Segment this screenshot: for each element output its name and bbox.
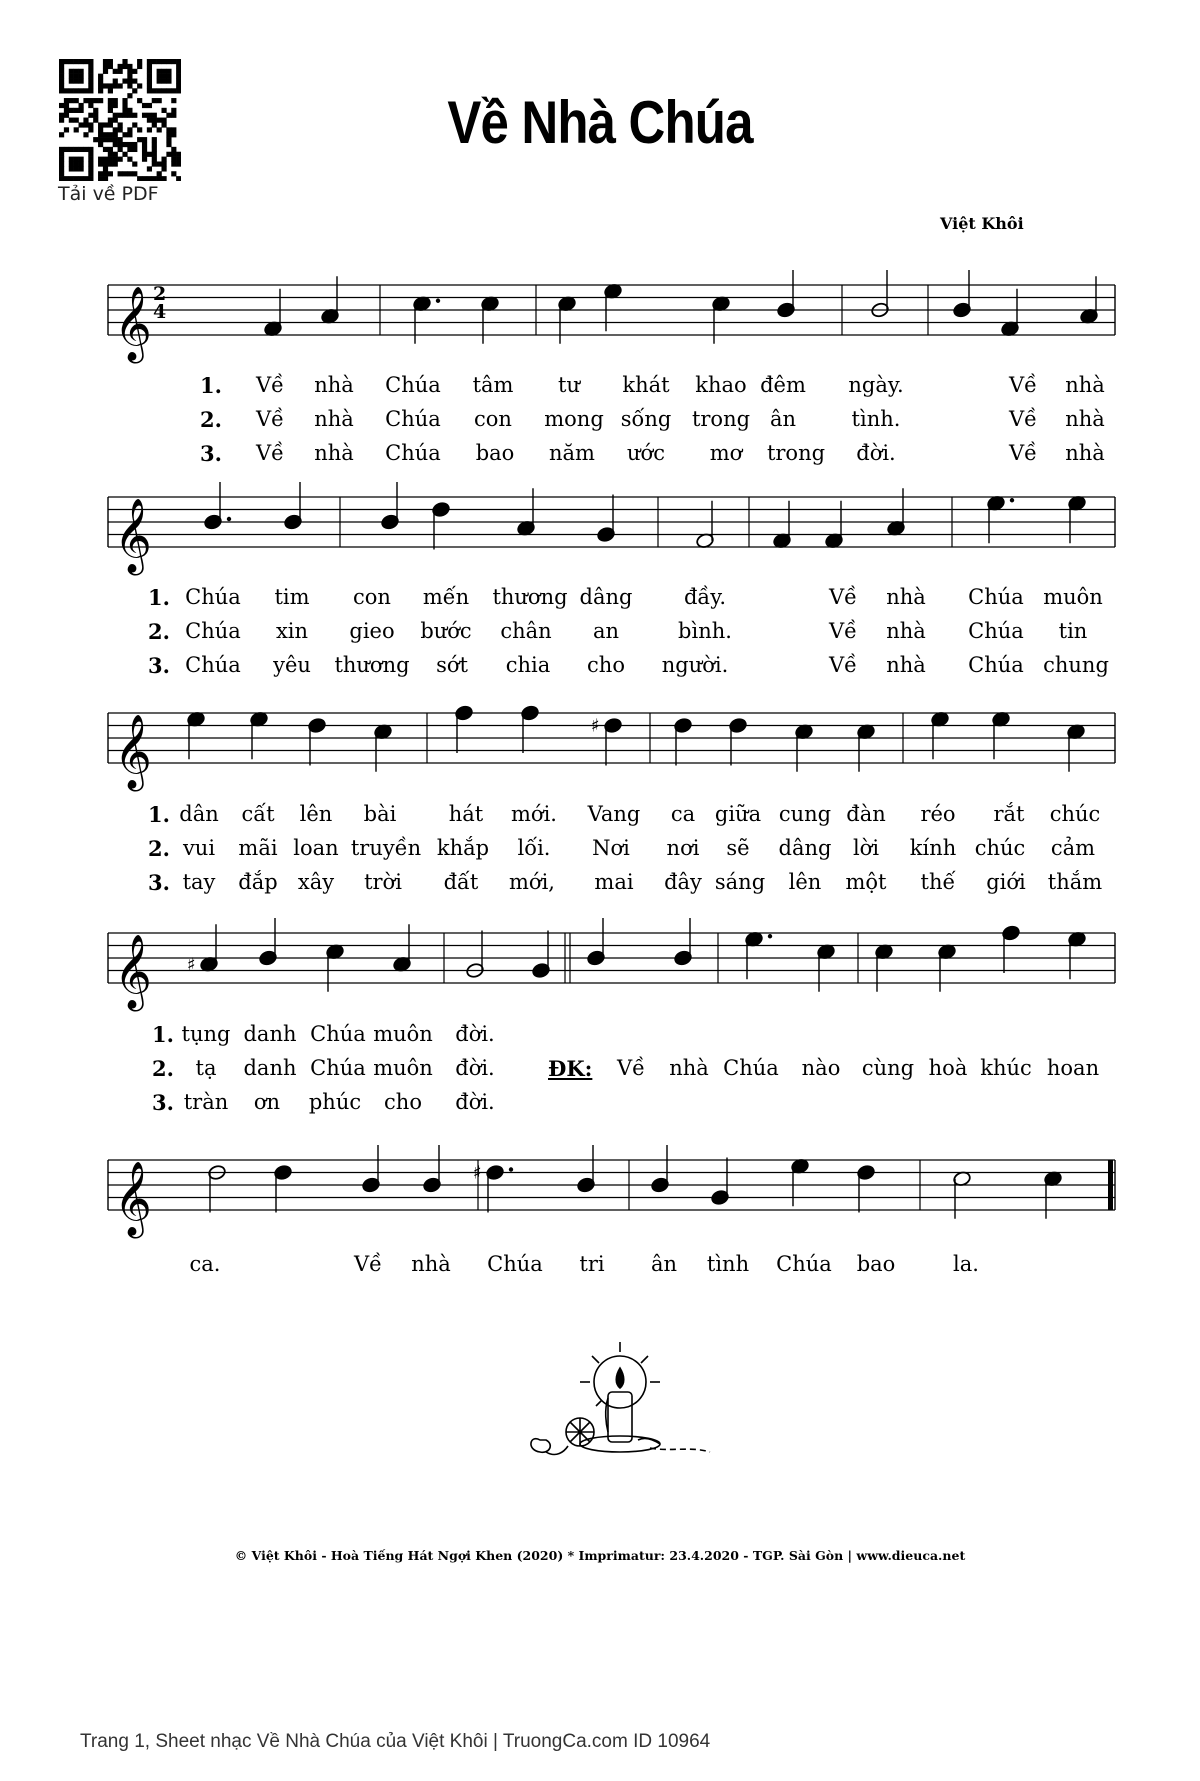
lyrics-s2-v1: 1. Chúa tim con mến thương dâng đầy. Về nhà Chúa muôn: [148, 585, 1103, 610]
dot: [509, 1167, 513, 1171]
lyrics-s1-v2: 2. Về nhà Chúa con mong sống trong ân tình. Về nhà: [200, 407, 1105, 432]
treble-clef-icon: 𝄞: [114, 499, 152, 573]
dot: [227, 517, 231, 521]
dot: [768, 934, 772, 938]
sharp-icon: ♯: [591, 715, 600, 737]
lyrics-s5-refrain: ca. Về nhà Chúa tri ân tình Chúa bao la.: [189, 1252, 979, 1276]
composer-name: Việt Khôi: [940, 214, 1024, 233]
treble-clef-icon: 𝄞: [114, 1162, 152, 1236]
treble-clef-icon: 𝄞: [114, 715, 152, 789]
refrain-label: ĐK:: [548, 1056, 593, 1081]
lyrics-s4-v3: 3. tràn ơn phúc cho đời.: [152, 1090, 495, 1115]
time-signature-top: 2: [153, 283, 167, 305]
song-title: Về Nhà Chúa: [447, 89, 753, 156]
lyrics-s3-v1: 1. dân cất lên bài hát mới. Vang ca giữa cung đàn réo rắt chúc: [148, 802, 1101, 827]
lyrics-s1-v1: 1. Về nhà Chúa tâm tư khát khao đêm ngày. Về nhà: [200, 373, 1105, 398]
page-footer: Trang 1, Sheet nhạc Về Nhà Chúa của Việt Khôi | TruongCa.com ID 10964: [80, 1731, 711, 1752]
copyright-notice: © Việt Khôi - Hoà Tiếng Hát Ngợi Khen (2020) * Imprimatur: 23.4.2020 - TGP. Sài Gòn | www.dieuca.net: [234, 1548, 966, 1563]
dot: [1010, 498, 1014, 502]
sharp-icon: ♯: [473, 1162, 482, 1184]
candle-flower-icon: [520, 1340, 720, 1470]
treble-clef-icon: 𝄞: [114, 935, 152, 1009]
final-barline: [1108, 1160, 1113, 1210]
lyrics-s2-v2: 2. Chúa xin gieo bước chân an bình. Về nhà Chúa tin: [148, 619, 1088, 644]
treble-clef-icon: 𝄞: [114, 287, 152, 361]
download-pdf-link[interactable]: Tải về PDF: [58, 183, 159, 205]
lyrics-s4-v2: 2. tạ danh Chúa muôn đời. ĐK: Về nhà Chúa nào cùng hoà khúc hoan: [152, 1056, 1100, 1081]
lyrics-s3-v3: 3. tay đắp xây trời đất mới, mai đây sáng lên một thế giới thắm: [148, 870, 1103, 895]
time-signature-bottom: 4: [153, 301, 167, 323]
lyrics-s3-v2: 2. vui mãi loan truyền khắp lối. Nơi nơi sẽ dâng lời kính chúc cảm: [148, 836, 1096, 861]
lyrics-s2-v3: 3. Chúa yêu thương sớt chia cho người. Về nhà Chúa chung: [148, 653, 1109, 678]
lyrics-s1-v3: 3. Về nhà Chúa bao năm ước mơ trong đời. Về nhà: [200, 441, 1105, 466]
lyrics-s4-v1: 1. tụng danh Chúa muôn đời.: [152, 1022, 495, 1047]
dot: [436, 299, 440, 303]
sharp-icon: ♯: [187, 954, 196, 976]
